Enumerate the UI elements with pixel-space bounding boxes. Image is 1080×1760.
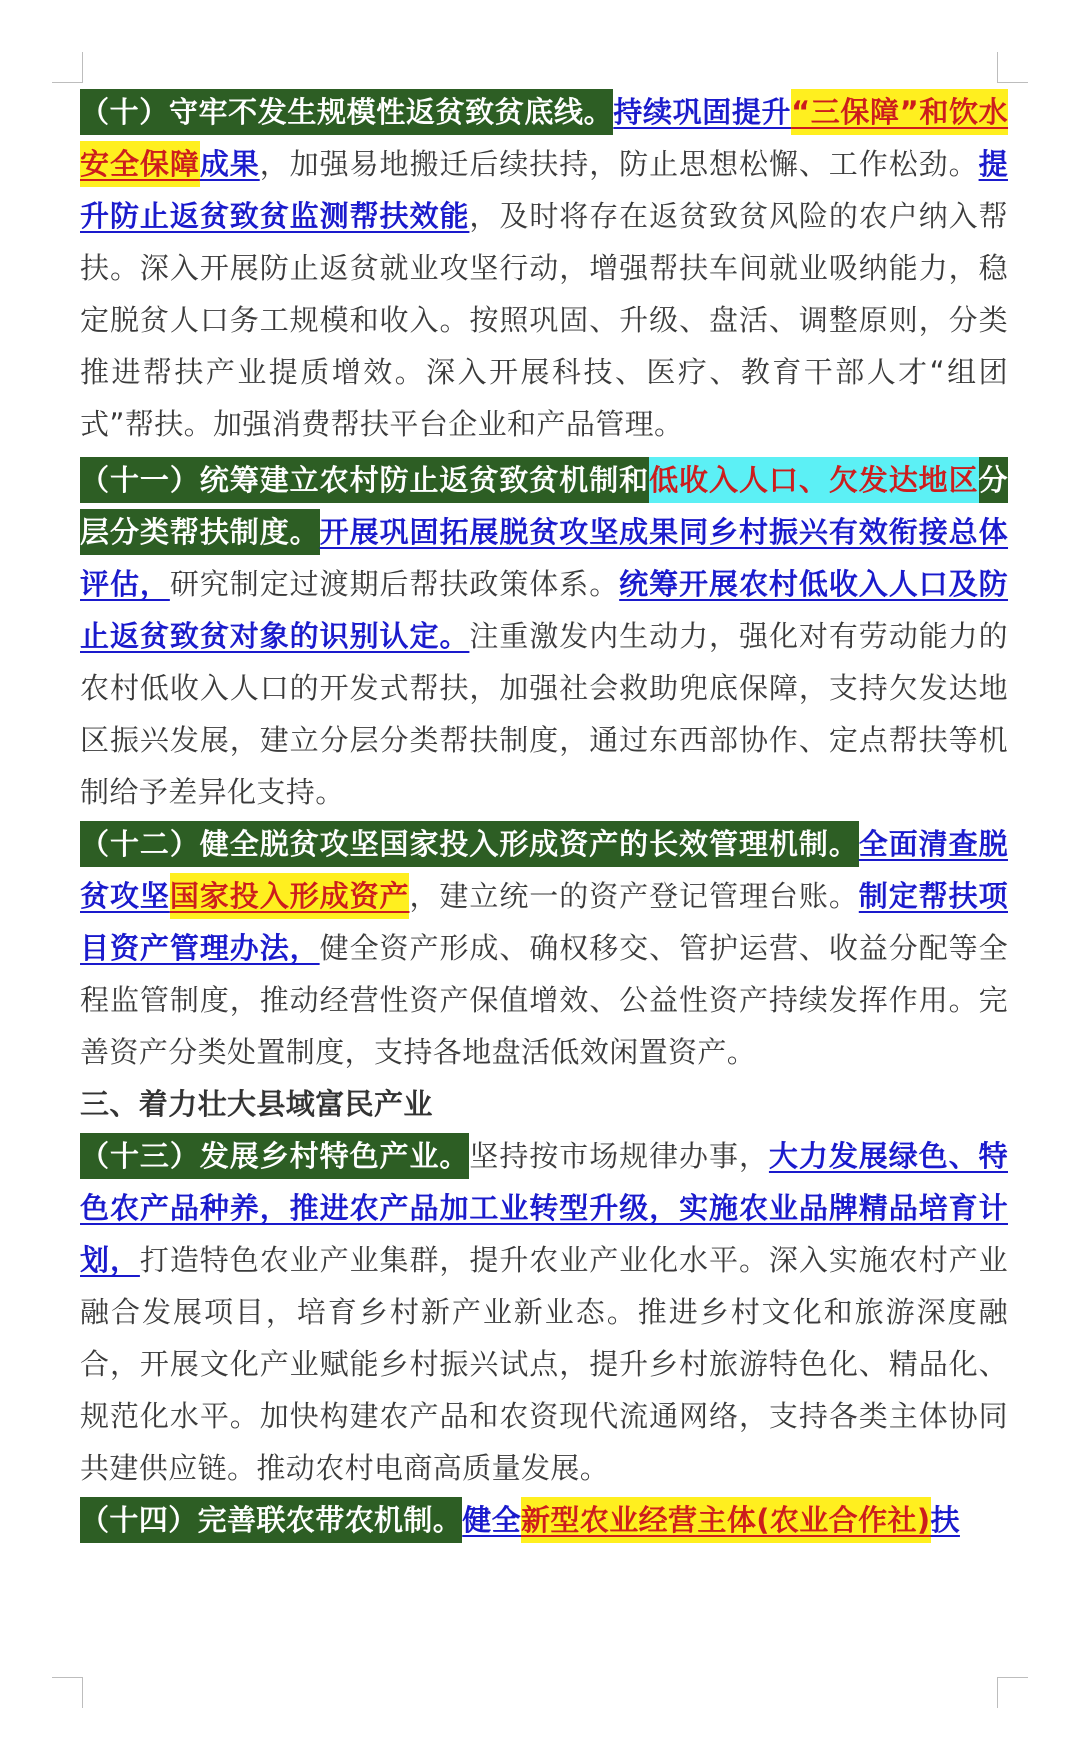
- document-body: [80, 86, 1008, 1546]
- highlight-yellow: 国家投入形成资产: [170, 873, 410, 919]
- paragraph-11: [80, 454, 1008, 818]
- emphasis-link: 开展巩固拓展脱贫攻坚成果同乡村振兴有效衔接总体评估，: [80, 515, 1009, 601]
- crop-mark-bottom-right: [997, 1677, 1028, 1708]
- body-text: 研究制定过渡期后帮扶政策体系。: [169, 567, 620, 601]
- body-text: ，建立统一的资产登记管理台账。: [409, 879, 859, 913]
- paragraph-13: [80, 1130, 1008, 1494]
- emphasis-link: 全面清查脱贫攻坚: [80, 827, 1008, 913]
- highlight-yellow: “三保障”和饮水安全保障: [80, 89, 1008, 187]
- heading-14: （十四）完善联农带农机制。: [80, 1497, 462, 1543]
- emphasis-link: 提升防止返贫致贫监测帮扶效能: [80, 147, 1008, 233]
- paragraph-12: [80, 818, 1008, 1078]
- heading-13: （十三）发展乡村特色产业。: [80, 1133, 469, 1179]
- heading-11-cont: 分层分类帮扶制度。: [80, 457, 1008, 555]
- paragraph-10: [80, 86, 1008, 450]
- heading-11: （十一）统筹建立农村防止返贫致贫机制和: [80, 457, 649, 503]
- body-text: 打造特色农业产业集群，提升农业产业化水平。深入实施农村产业融合发展项目，培育乡村新产业新业态。推进乡村文化和旅游深度融合，开展文化产业赋能乡村振兴试点，提升乡村旅游特色化、精品化、规范化水平。加快构建农产品和农资现代流通网络，支持各类主体协同共建供应链。推动农村电商高质量发展。: [80, 1243, 1008, 1485]
- heading-10: （十）守牢不发生规模性返贫致贫底线。: [80, 89, 613, 135]
- crop-mark-bottom-left: [52, 1677, 83, 1708]
- emphasis-link: 大力发展绿色、特色农产品种养，推进农产品加工业转型升级，实施农业品牌精品培育计划，: [80, 1139, 1008, 1277]
- crop-mark-top-left: [52, 52, 83, 83]
- body-text: 坚持按市场规律办事，: [469, 1139, 769, 1173]
- emphasis-link: 制定帮扶项目资产管理办法，: [80, 879, 1008, 965]
- section-title: 三、着力壮大县域富民产业: [80, 1087, 433, 1121]
- emphasis-link: 持续巩固提升: [613, 95, 792, 129]
- body-text: 健全资产形成、确权移交、管护运营、收益分配等全程监管制度，推动经营性资产保值增效、公益性资产持续发挥作用。完善资产分类处置制度，支持各地盘活低效闲置资产。: [80, 931, 1009, 1069]
- emphasis-link: 成果: [199, 147, 260, 181]
- crop-mark-top-right: [997, 52, 1028, 83]
- body-text: 注重激发内生动力，强化对有劳动能力的农村低收入人口的开发式帮扶，加强社会救助兜底保障，支持欠发达地区振兴发展，建立分层分类帮扶制度，通过东西部协作、定点帮扶等机制给予差异化支持。: [80, 619, 1009, 809]
- body-text: ，及时将存在返贫致贫风险的农户纳入帮扶。深入开展防止返贫就业攻坚行动，增强帮扶车间就业吸纳能力，稳定脱贫人口务工规模和收入。按照巩固、升级、盘活、调整原则，分类推进帮扶产业提质增效。深入开展科技、医疗、教育干部人才“组团式”帮扶。加强消费帮扶平台企业和产品管理。: [80, 199, 1009, 441]
- emphasis-link: 统筹开展农村低收入人口及防止返贫致贫对象的识别认定。: [80, 567, 1008, 653]
- paragraph-14: [80, 1494, 1008, 1546]
- heading-12: （十二）健全脱贫攻坚国家投入形成资产的长效管理机制。: [80, 821, 859, 867]
- emphasis-link: 扶: [930, 1503, 960, 1537]
- emphasis-link: 健全: [462, 1503, 522, 1537]
- highlight-yellow: 新型农业经营主体(农业合作社): [521, 1497, 931, 1543]
- highlight-cyan: 低收入人口、欠发达地区: [649, 457, 978, 503]
- body-text: ，加强易地搬迁后续扶持，防止思想松懈、工作松劲。: [259, 147, 979, 181]
